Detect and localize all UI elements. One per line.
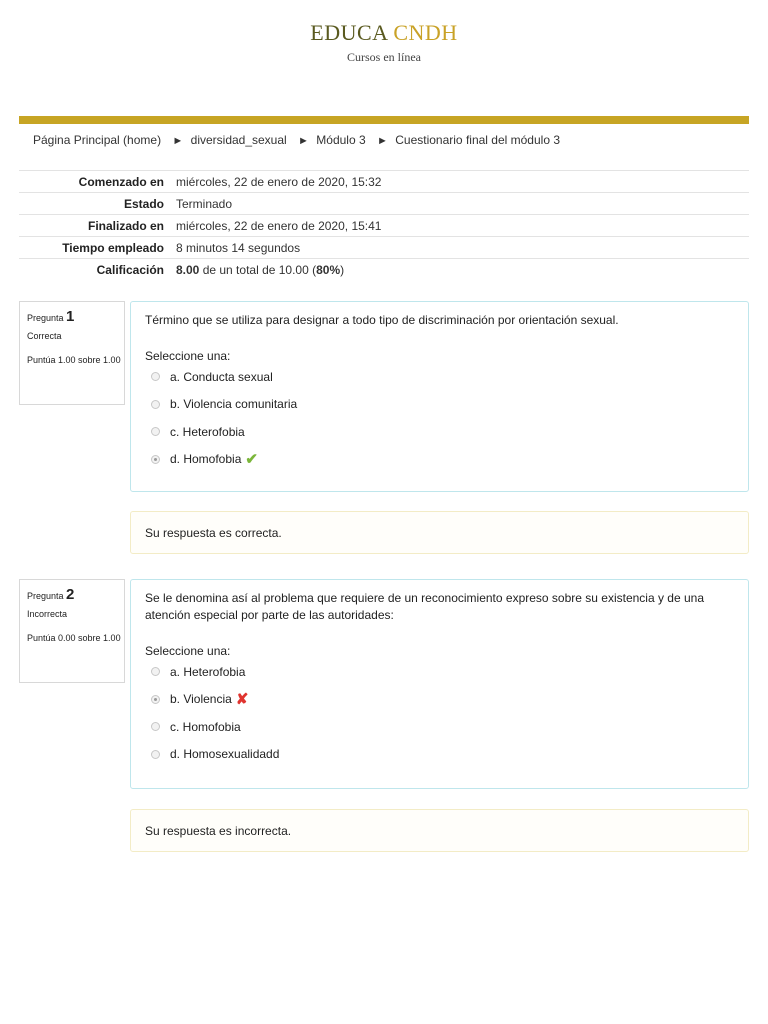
- radio-button[interactable]: [151, 722, 160, 731]
- question-info-1: Pregunta 1 Correcta Puntúa 1.00 sobre 1.00: [19, 301, 125, 405]
- header-divider: [19, 116, 749, 124]
- answer-label: d. Homosexualidadd: [170, 747, 280, 762]
- feedback-text: Su respuesta es correcta.: [145, 525, 282, 540]
- question-number: 1: [66, 308, 75, 325]
- radio-button[interactable]: [151, 667, 160, 676]
- summary-row-grade: [19, 259, 749, 281]
- answer-option[interactable]: [145, 363, 734, 391]
- answer-option[interactable]: [145, 658, 734, 686]
- question-number: 2: [66, 586, 75, 603]
- breadcrumb-home[interactable]: Página Principal (home): [33, 133, 162, 147]
- site-brand: [0, 20, 768, 65]
- answer-label: b. Violencia: [170, 692, 232, 707]
- answer-label: a. Conducta sexual: [170, 369, 273, 384]
- answer-option[interactable]: [145, 391, 734, 419]
- summary-label: Finalizado en: [19, 215, 170, 237]
- site-title[interactable]: EDUCA CNDH: [310, 20, 458, 45]
- answer-option[interactable]: [145, 741, 734, 769]
- cross-icon: ✘: [235, 691, 249, 709]
- question-text: Término que se utiliza para designar a todo tipo de discriminación por orientación sexual.: [145, 313, 619, 327]
- question-grade: Puntúa 0.00 sobre 1.00: [27, 633, 121, 643]
- question-box-1: [130, 301, 749, 492]
- question-box-2: [130, 579, 749, 789]
- check-icon: ✔: [245, 451, 258, 469]
- summary-value: miércoles, 22 de enero de 2020, 15:41: [170, 215, 749, 237]
- answer-prompt: Seleccione una:: [145, 349, 231, 363]
- feedback-box-1: [130, 511, 749, 554]
- breadcrumb-course[interactable]: diversidad_sexual: [190, 133, 287, 147]
- summary-row-started: [19, 171, 749, 193]
- answer-label: b. Violencia comunitaria: [170, 397, 298, 412]
- summary-row-finished: [19, 215, 749, 237]
- answer-label: c. Heterofobia: [170, 424, 245, 439]
- summary-row-state: [19, 193, 749, 215]
- answer-label: d. Homofobia: [170, 452, 242, 467]
- summary-label: Calificación: [19, 259, 170, 281]
- answer-label: c. Homofobia: [170, 719, 241, 734]
- attempt-summary-table: [19, 170, 749, 280]
- question-state: Correcta: [27, 331, 62, 341]
- breadcrumb: [33, 133, 560, 147]
- answer-label: a. Heterofobia: [170, 664, 246, 679]
- feedback-box-2: [130, 809, 749, 852]
- summary-value: Terminado: [170, 193, 749, 215]
- radio-button[interactable]: [151, 427, 160, 436]
- radio-button-checked[interactable]: [151, 695, 160, 704]
- radio-button[interactable]: [151, 750, 160, 759]
- summary-value: miércoles, 22 de enero de 2020, 15:32: [170, 171, 749, 193]
- summary-value: 8.00 de un total de 10.00 (80%): [170, 259, 749, 281]
- site-subtitle: Cursos en línea: [347, 50, 421, 64]
- radio-button[interactable]: [151, 400, 160, 409]
- answer-prompt: Seleccione una:: [145, 644, 231, 658]
- summary-label: Tiempo empleado: [19, 237, 170, 259]
- summary-value: 8 minutos 14 segundos: [170, 237, 749, 259]
- question-grade: Puntúa 1.00 sobre 1.00: [27, 355, 121, 365]
- answer-option-selected[interactable]: [145, 446, 734, 474]
- summary-row-time: [19, 237, 749, 259]
- answer-option[interactable]: [145, 418, 734, 446]
- question-info-2: Pregunta 2 Incorrecta Puntúa 0.00 sobre 1.00: [19, 579, 125, 683]
- feedback-text: Su respuesta es incorrecta.: [145, 823, 292, 838]
- summary-label: Comenzado en: [19, 171, 170, 193]
- breadcrumb-separator: ►: [377, 135, 388, 147]
- breadcrumb-quiz[interactable]: Cuestionario final del módulo 3: [395, 133, 560, 147]
- question-text: Se le denomina así al problema que requiere de un reconocimiento expreso sobre su existencia y de una atención especial por parte de las autoridades:: [145, 591, 705, 622]
- question-state: Incorrecta: [27, 609, 68, 619]
- radio-button[interactable]: [151, 372, 160, 381]
- breadcrumb-separator: ►: [298, 135, 309, 147]
- answer-option[interactable]: [145, 713, 734, 741]
- answer-option-selected[interactable]: [145, 686, 734, 714]
- radio-button-checked[interactable]: [151, 455, 160, 464]
- breadcrumb-separator: ►: [172, 135, 184, 147]
- summary-label: Estado: [19, 193, 170, 215]
- breadcrumb-module[interactable]: Módulo 3: [316, 133, 366, 147]
